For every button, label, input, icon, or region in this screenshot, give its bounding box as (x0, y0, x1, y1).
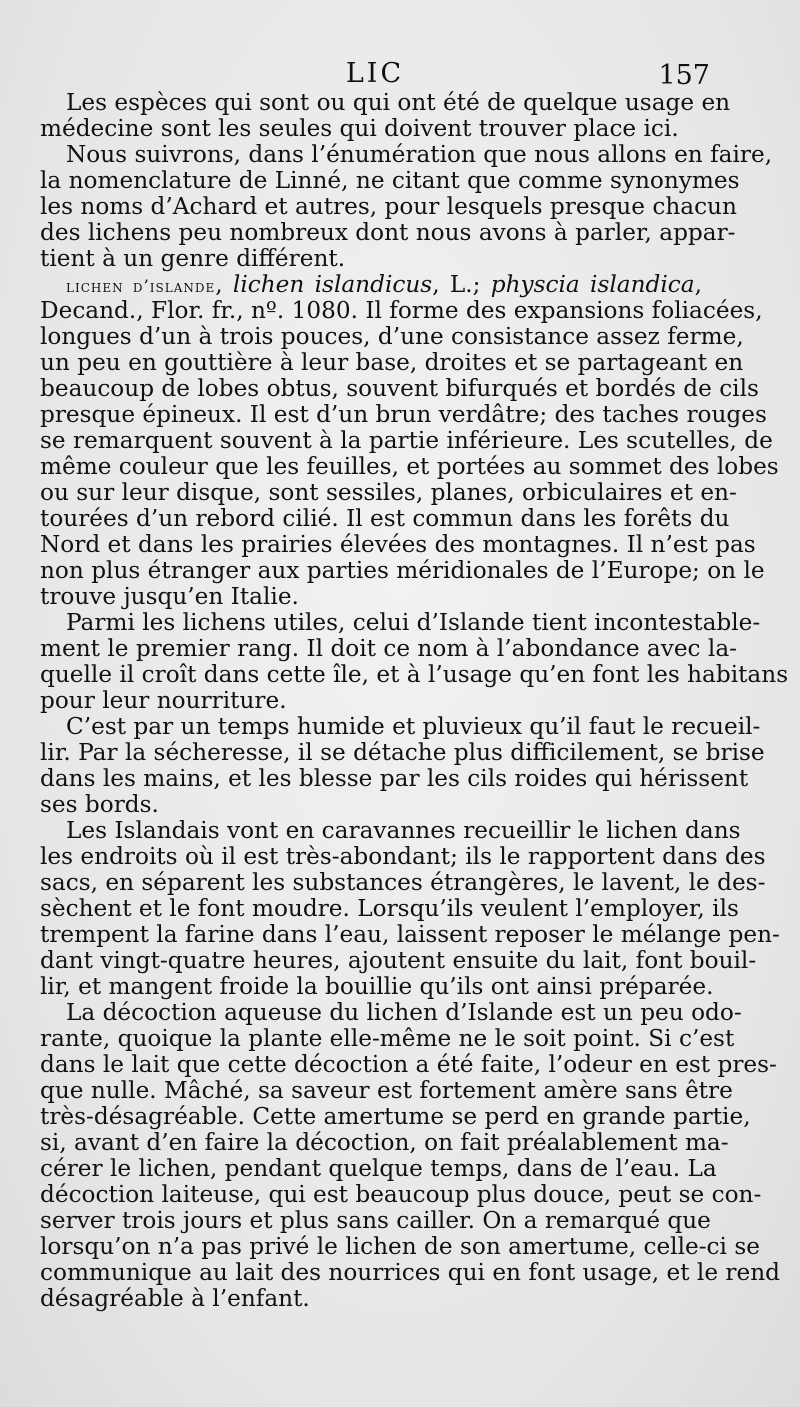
page-header (40, 58, 710, 92)
text-line: la nomenclature de Linné, ne citant que comme synonymes (40, 167, 740, 194)
text-line: La décoction aqueuse du lichen d’Islande est un peu odo- (66, 999, 742, 1026)
text-line: les noms d’Achard et autres, pour lesquels presque chacun (40, 193, 737, 220)
text-line: sèchent et le font moudre. Lorsqu’ils veulent l’employer, ils (40, 895, 739, 922)
text-line: même couleur que les feuilles, et portées au sommet des lobes (40, 453, 779, 480)
text-line: se remarquent souvent à la partie inférieure. Les scutelles, de (40, 427, 773, 454)
text-line: cérer le lichen, pendant quelque temps, dans de l’eau. La (40, 1155, 717, 1182)
text-line: communique au lait des nourrices qui en font usage, et le rend (40, 1259, 780, 1286)
text-line: décoction laiteuse, qui est beaucoup plus douce, peut se con- (40, 1181, 762, 1208)
text-line: dans les mains, et les blesse par les cils roides qui hérissent (40, 765, 749, 792)
text-line: Parmi les lichens utiles, celui d’Islande tient incontestable- (66, 609, 761, 636)
text-line: Les espèces qui sont ou qui ont été de quelque usage en (66, 89, 731, 116)
text-line: trempent la farine dans l’eau, laissent reposer le mélange pen- (40, 921, 780, 948)
paragraph (40, 141, 773, 272)
text-line: les endroits où il est très-abondant; ils le rapportent dans des (40, 843, 766, 870)
text-line: lorsqu’on n’a pas privé le lichen de son amertume, celle-ci se (40, 1233, 760, 1260)
text-line: ment le premier rang. Il doit ce nom à l’abondance avec la- (40, 635, 737, 662)
text-line: lir. Par la sécheresse, il se détache plus difficilement, se brise (40, 739, 765, 766)
entry-separator: , L.; (432, 271, 491, 298)
text-line: tourées d’un rebord cilié. Il est commun dans les forêts du (40, 505, 730, 532)
text-line: dant vingt-quatre heures, ajoutent ensuite du lait, font bouil- (40, 947, 757, 974)
body-text (40, 89, 789, 1312)
text-line: beaucoup de lobes obtus, souvent bifurqués et bordés de cils (40, 375, 759, 402)
entry-latin-synonym: physcia islandica (490, 271, 695, 298)
entry-latin-name: lichen islandicus (232, 271, 433, 298)
text-line: non plus étranger aux parties méridionales de l’Europe; on le (40, 557, 765, 584)
text-line: médecine sont les seules qui doivent trouver place ici. (40, 115, 679, 142)
entry-separator: , (215, 271, 233, 298)
text-line: tient à un genre différent. (40, 245, 346, 272)
text-line (40, 272, 702, 298)
text-line: rante, quoique la plante elle-même ne le soit point. Si c’est (40, 1025, 735, 1052)
paragraph (40, 817, 780, 1000)
text-line: presque épineux. Il est d’un brun verdâtre; des taches rouges (40, 401, 767, 428)
text-line: trouve jusqu’en Italie. (40, 583, 299, 610)
text-line: ou sur leur disque, sont sessiles, planes, orbiculaires et en- (40, 479, 737, 506)
text-line: longues d’un à trois pouces, d’une consistance assez ferme, (40, 323, 744, 350)
text-line: Nous suivrons, dans l’énumération que nous allons en faire, (66, 141, 773, 168)
text-line: pour leur nourriture. (40, 687, 287, 714)
text-line: Nord et dans les prairies élevées des montagnes. Il n’est pas (40, 531, 756, 558)
text-line: ses bords. (40, 791, 159, 818)
paragraph (40, 89, 731, 142)
entry-headword: lichen d’islande (66, 276, 216, 296)
text-line: un peu en gouttière à leur base, droites et se partageant en (40, 349, 744, 376)
text-line: des lichens peu nombreux dont nous avons à parler, appar- (40, 219, 736, 246)
paragraph (40, 271, 779, 610)
running-head: LIC (345, 58, 405, 89)
text-line: dans le lait que cette décoction a été faite, l’odeur en est pres- (40, 1051, 777, 1078)
text-line: Les Islandais vont en caravannes recueillir le lichen dans (66, 817, 741, 844)
text-line: Decand., Flor. fr., nº. 1080. Il forme des expansions foliacées, (40, 297, 763, 324)
text-line: que nulle. Mâché, sa saveur est fortement amère sans être (40, 1077, 733, 1104)
paragraph (40, 609, 789, 714)
text-line: quelle il croît dans cette île, et à l’usage qu’en font les habitans (40, 661, 789, 688)
text-line: très-désagréable. Cette amertume se perd en grande partie, (40, 1103, 751, 1130)
text-line: sacs, en séparent les substances étrangères, le lavent, le des- (40, 869, 766, 896)
paragraph (40, 999, 780, 1312)
text-line: server trois jours et plus sans cailler. On a remarqué que (40, 1207, 711, 1234)
page-number: 157 (658, 60, 710, 91)
text-line: désagréable à l’enfant. (40, 1285, 310, 1312)
paragraph (40, 713, 765, 818)
text-line: lir, et mangent froide la bouillie qu’ils ont ainsi préparée. (40, 973, 714, 1000)
text-line: C’est par un temps humide et pluvieux qu’il faut le recueil- (66, 713, 761, 740)
entry-separator: , (694, 271, 702, 298)
text-line: si, avant d’en faire la décoction, on fait préalablement ma- (40, 1129, 729, 1156)
